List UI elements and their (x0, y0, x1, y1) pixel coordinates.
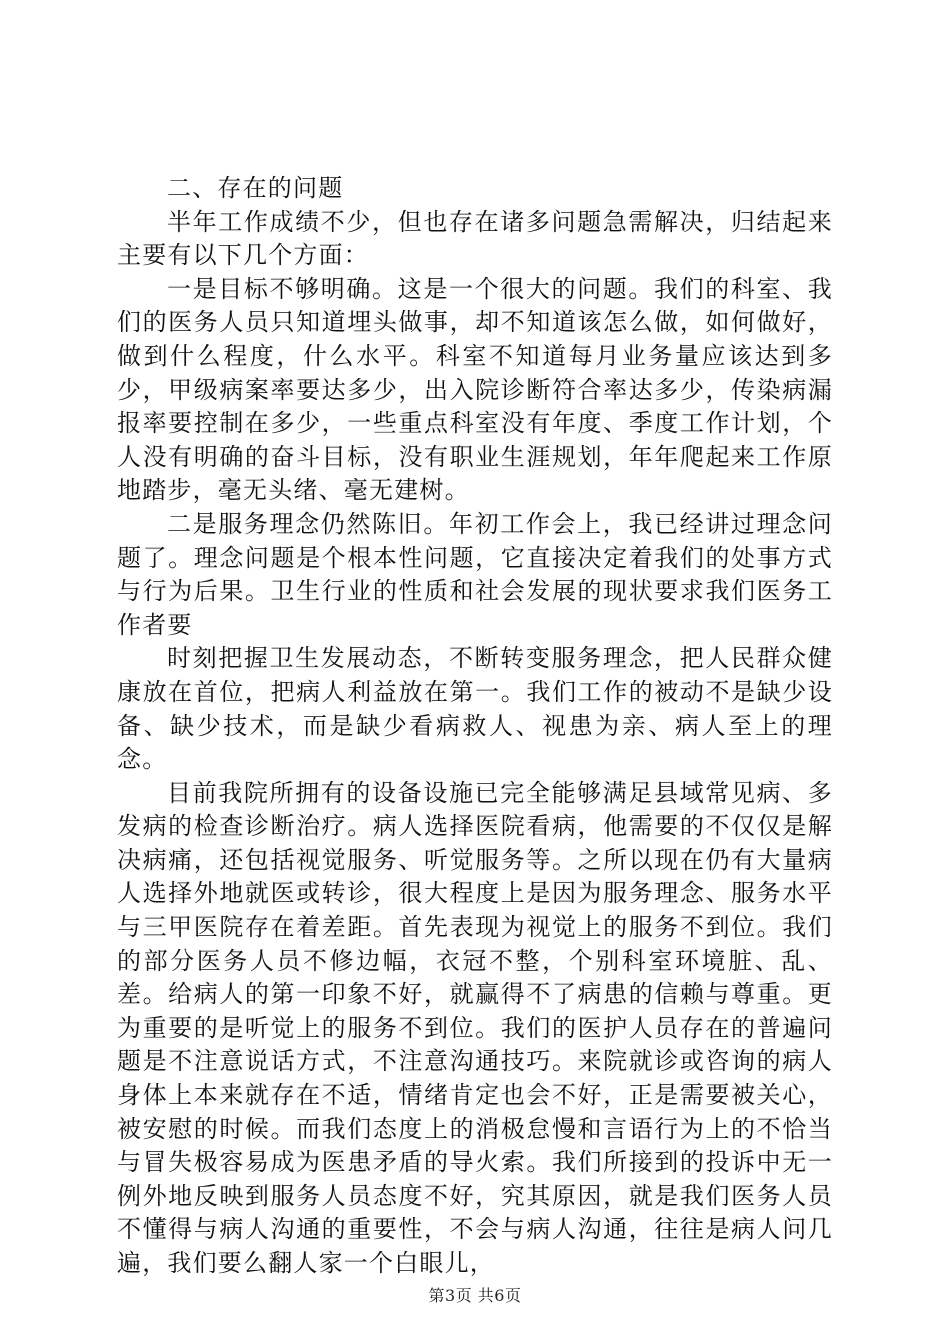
document-body (117, 172, 833, 1281)
paragraph-goals: 一是目标不够明确。这是一个很大的问题。我们的科室、我们的医务人员只知道埋头做事，却不知道该怎么做，如何做好，做到什么程度，什么水平。科室不知道每月业务量应该达到多少，甲级病案率要达多少，出入院诊断符合率达多少，传染病漏报率要控制在多少，一些重点科室没有年度、季度工作计划，个人没有明确的奋斗目标，没有职业生涯规划，年年爬起来工作原地踏步，毫无头绪、毫无建树。 (117, 274, 833, 505)
paragraph-service-concept: 二是服务理念仍然陈旧。年初工作会上，我已经讲过理念问题了。理念问题是个根本性问题，它直接决定着我们的处事方式与行为后果。卫生行业的性质和社会发展的现状要求我们医务工作者要 (117, 509, 833, 639)
paragraph-intro: 半年工作成绩不少，但也存在诸多问题急需解决，归结起来主要有以下几个方面： (117, 207, 833, 270)
section-heading: 二、存在的问题 (167, 174, 344, 202)
paragraph-service-concept-continued: 时刻把握卫生发展动态，不断转变服务理念，把人民群众健康放在首位，把病人利益放在第一。我们工作的被动不是缺少设备、缺少技术，而是缺少看病救人、视患为亲、病人至上的理念。 (117, 644, 833, 774)
paragraph-facilities: 目前我院所拥有的设备设施已完全能够满足县域常见病、多发病的检查诊断治疗。病人选择医院看病，他需要的不仅仅是解决病痛，还包括视觉服务、听觉服务等。之所以现在仍有大量病人选择外地就医或转诊，很大程度上是因为服务理念、服务水平与三甲医院存在着差距。首先表现为视觉上的服务不到位。我们的部分医务人员不修边幅，衣冠不整，个别科室环境脏、乱、差。给病人的第一印象不好，就赢得不了病患的信赖与尊重。更为重要的是听觉上的服务不到位。我们的医护人员存在的普遍问题是不注意说话方式，不注意沟通技巧。来院就诊或咨询的病人身体上本来就存在不适，情绪肯定也会不好，正是需要被关心，被安慰的时候。而我们态度上的消极怠慢和言语行为上的不恰当与冒失极容易成为医患矛盾的导火索。我们所接到的投诉中无一例外地反映到服务人员态度不好，究其原因，就是我们医务人员不懂得与病人沟通的重要性，不会与病人沟通，往往是病人问几遍，我们要么翻人家一个白眼儿， (117, 778, 833, 1277)
page-number-footer: 第3页 共6页 (428, 1286, 522, 1305)
